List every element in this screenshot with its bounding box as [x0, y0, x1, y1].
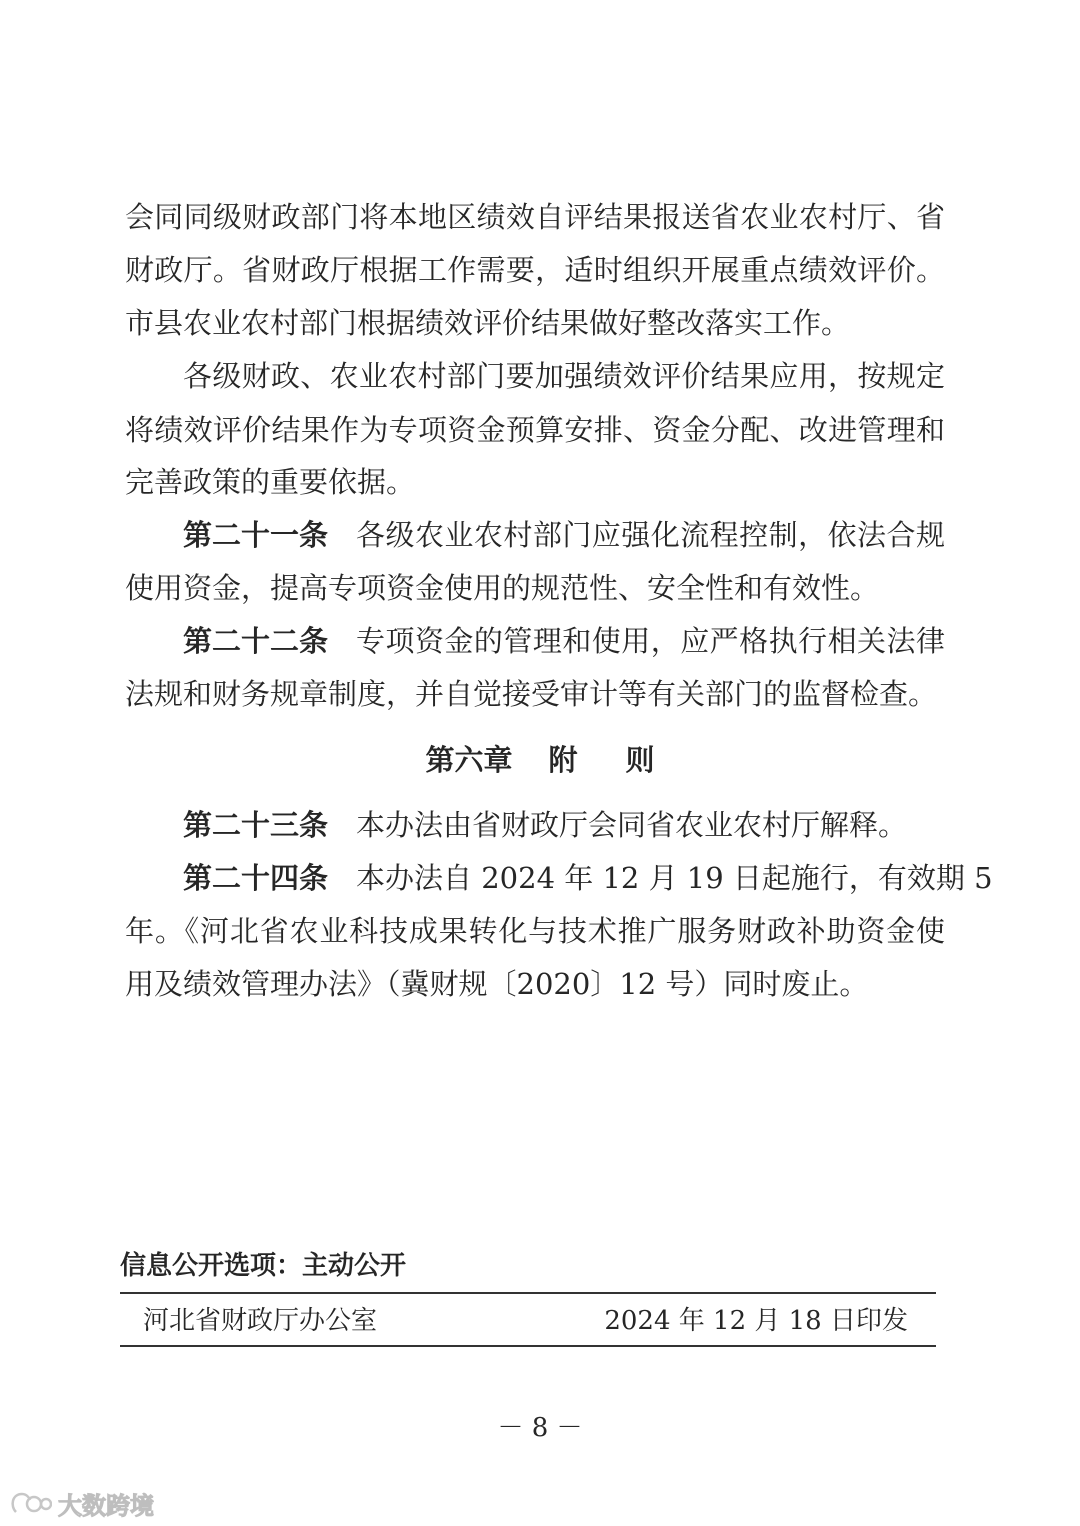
body-line: 年。《河北省农业科技成果转化与技术推广服务财政补助资金使: [125, 914, 945, 948]
disclosure-option: 信息公开选项：主动公开: [120, 1251, 407, 1281]
body-line: 完善政策的重要依据。: [125, 465, 416, 499]
chapter-title-part: 附: [548, 743, 578, 777]
article-23-text: 本办法由省财政厅会同省农业农村厅解释。: [356, 808, 908, 842]
body-line: 市县农业农村部门根据绩效评价结果做好整改落实工作。: [125, 306, 851, 340]
article-24-text: 本办法自 2024 年 12 月 19 日起施行，有效期 5: [356, 861, 993, 895]
article-24: [183, 858, 993, 898]
issue-date: 2024 年 12 月 18 日印发: [604, 1306, 908, 1336]
body-line: 会同同级财政部门将本地区绩效自评结果报送省农业农村厅、省: [125, 200, 945, 234]
article-21: [183, 515, 945, 555]
article-21-text: 各级农业农村部门应强化流程控制，依法合规: [356, 518, 945, 552]
footer-divider-top: [120, 1292, 936, 1294]
chapter-title-part: 则: [625, 743, 655, 777]
article-21-heading: 第二十一条: [183, 518, 329, 552]
body-line: 法规和财务规章制度，并自觉接受审计等有关部门的监督检查。: [125, 677, 938, 711]
footer-divider-bottom: [120, 1345, 936, 1347]
body-line: 用及绩效管理办法》（冀财规〔2020〕12 号）同时废止。: [125, 967, 869, 1001]
chapter-number: 第六章: [425, 743, 513, 777]
body-line: 使用资金，提高专项资金使用的规范性、安全性和有效性。: [125, 571, 880, 605]
article-22: [183, 621, 945, 661]
watermark-logo-icon: [8, 1488, 52, 1518]
chapter-heading: [0, 740, 1080, 780]
article-23-heading: 第二十三条: [183, 808, 329, 842]
body-line: 将绩效评价结果作为专项资金预算安排、资金分配、改进管理和: [125, 413, 945, 447]
issuer: 河北省财政厅办公室: [143, 1306, 378, 1336]
article-22-text: 专项资金的管理和使用，应严格执行相关法律: [356, 624, 945, 658]
body-line: 财政厅。省财政厅根据工作需要，适时组织开展重点绩效评价。: [125, 253, 945, 287]
article-23: [183, 805, 907, 845]
page-number: － 8 －: [497, 1413, 583, 1443]
article-24-heading: 第二十四条: [183, 861, 329, 895]
body-line: 各级财政、农业农村部门要加强绩效评价结果应用，按规定: [183, 359, 945, 393]
watermark-text: 大数跨境: [58, 1491, 154, 1520]
article-22-heading: 第二十二条: [183, 624, 329, 658]
watermark: [8, 1486, 154, 1520]
